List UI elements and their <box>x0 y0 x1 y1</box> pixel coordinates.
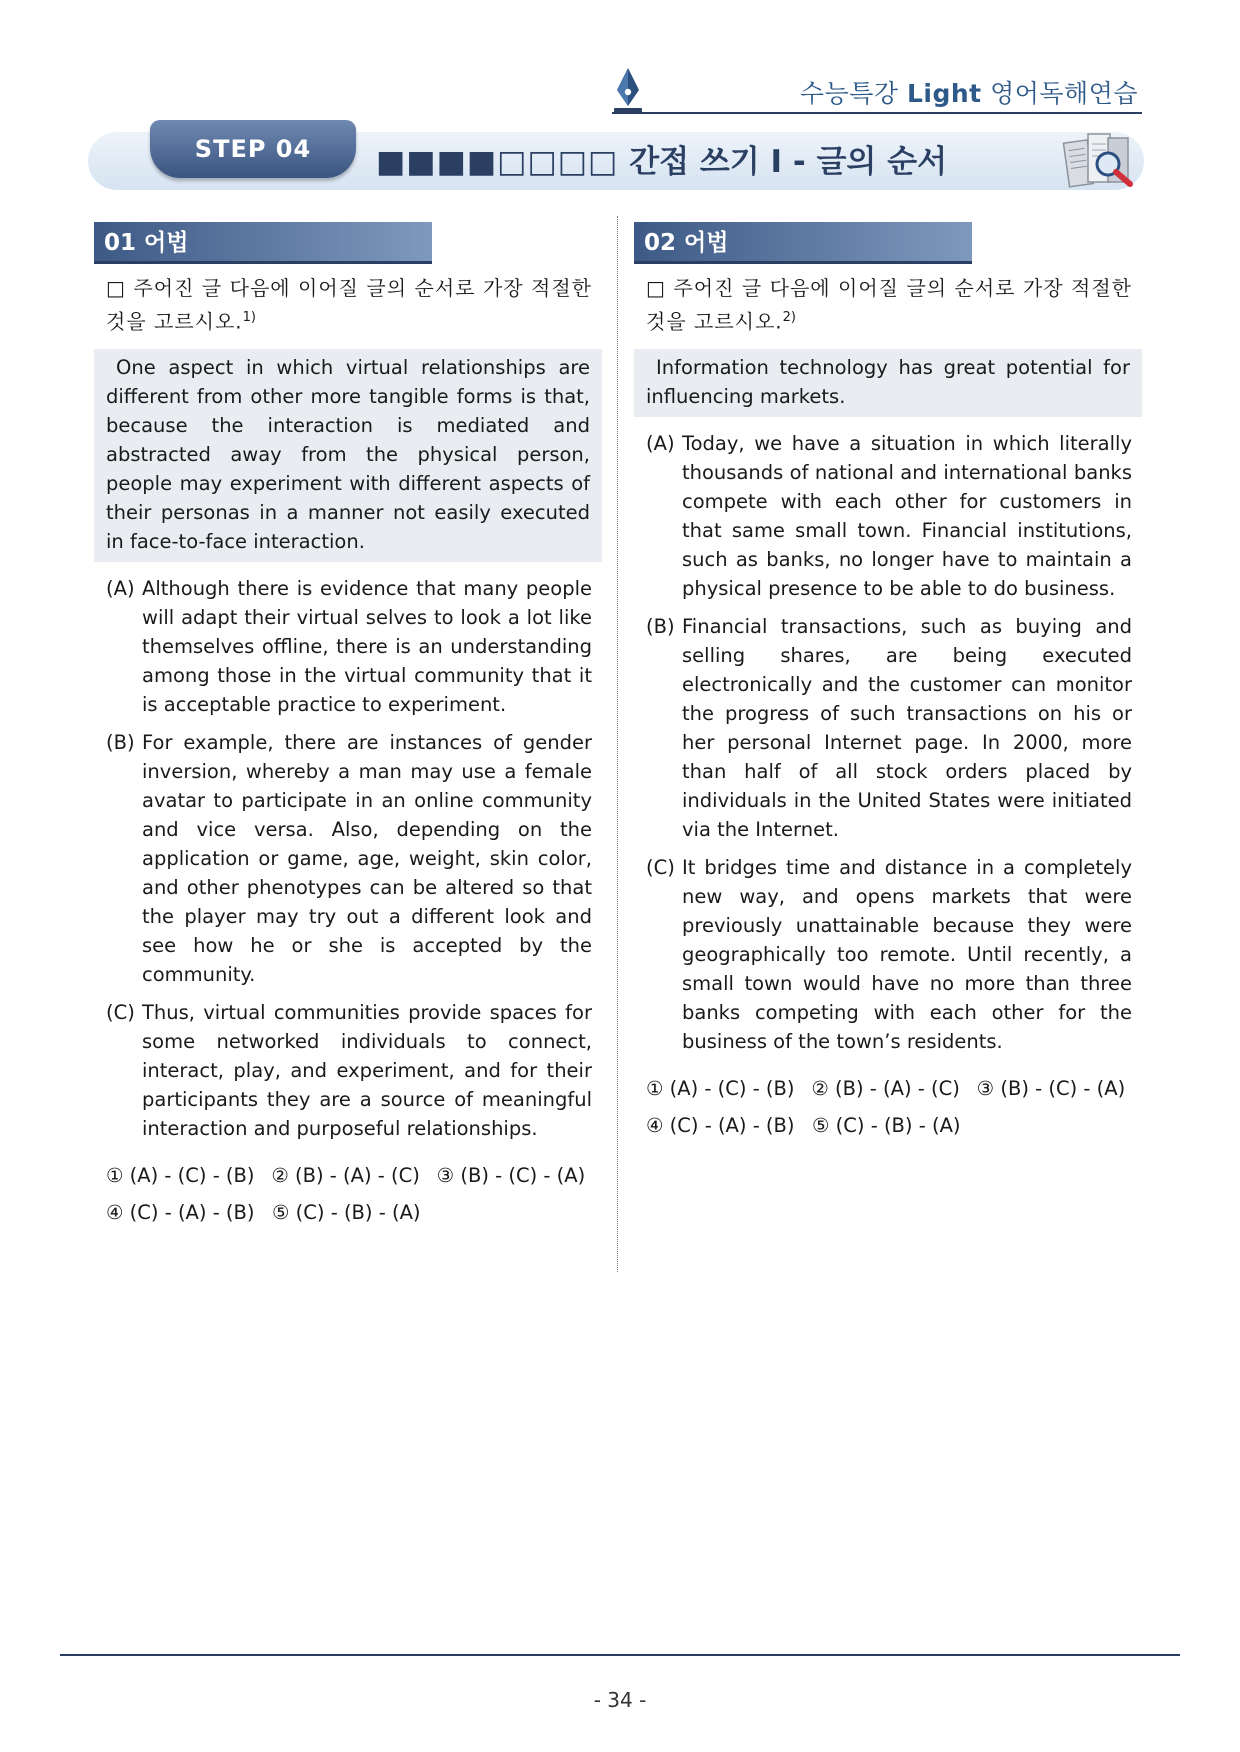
answer-choice-2[interactable]: ② (B) - (A) - (C) <box>271 1163 420 1187</box>
passage-item-a <box>634 429 1142 603</box>
series-title <box>760 74 1138 110</box>
footnote-marker: 1) <box>242 310 256 325</box>
answer-choices <box>634 1070 1142 1144</box>
item-text: Financial transactions, such as buying and selling shares, are being executed electronically and the customer can monitor the progress of such transactions on his or her personal Internet page. In 2000, more than half of all stock orders placed by individuals in the United States were initiated via the Internet. <box>682 614 1132 841</box>
passage-item-b <box>634 612 1142 844</box>
answer-choice-5[interactable]: ⑤ (C) - (B) - (A) <box>812 1113 961 1137</box>
question-02 <box>634 222 1142 1144</box>
item-label: (C) <box>106 1000 135 1024</box>
item-label: (A) <box>106 576 135 600</box>
answer-choice-3[interactable]: ③ (B) - (C) - (A) <box>436 1163 586 1187</box>
item-text: It bridges time and distance in a completely new way, and opens markets that were previously unattainable because they were geographically too remote. Until recently, a small town would have no more than three banks competing with each other for the business of the town’s residents. <box>682 855 1132 1053</box>
item-label: (B) <box>646 614 675 638</box>
instruction-text: □ 주어진 글 다음에 이어질 글의 순서로 가장 적절한 것을 고르시오. <box>646 276 1132 334</box>
series-title-prefix: 수능특강 <box>799 79 907 108</box>
series-title-light: Light <box>906 79 982 108</box>
footer-rule <box>60 1654 1180 1656</box>
answer-choice-1[interactable]: ① (A) - (C) - (B) <box>646 1076 795 1100</box>
page-number: - 34 - <box>593 1688 647 1712</box>
header-rule <box>612 112 1142 114</box>
footnote-marker: 2) <box>782 310 796 325</box>
column-divider <box>617 216 618 1272</box>
question-header: 01 어법 <box>94 222 432 264</box>
item-label: (C) <box>646 855 675 879</box>
given-passage: One aspect in which virtual relationships are different from other more tangible forms is that, because the interaction is mediated and abstracted away from the physical person, people may experiment with different aspects of their personas in a manner not easily executed in face-to-face interaction. <box>94 349 602 562</box>
answer-choice-5[interactable]: ⑤ (C) - (B) - (A) <box>272 1200 421 1224</box>
question-instruction <box>94 274 602 337</box>
item-text: For example, there are instances of gender inversion, whereby a man may use a female avatar to participate in an online community and vice versa. Also, depending on the application or game, age, weight, skin color, and other phenotypes can be altered so that the player may try out a different look and see how he or she is accepted by the community. <box>142 730 592 986</box>
instruction-text: □ 주어진 글 다음에 이어질 글의 순서로 가장 적절한 것을 고르시오. <box>106 276 592 334</box>
passage-item-b <box>94 728 602 989</box>
answer-choice-4[interactable]: ④ (C) - (A) - (B) <box>646 1113 795 1137</box>
step-tab: STEP 04 <box>150 120 356 178</box>
passage-item-c <box>634 853 1142 1056</box>
topic-title-boxes: ■■■■□□□□ <box>376 144 619 180</box>
topic-title <box>376 140 947 184</box>
question-instruction <box>634 274 1142 337</box>
item-text: Although there is evidence that many people will adapt their virtual selves to look a lot like themselves offline, there is an understanding among those in the virtual community that it is acceptable practice to experiment. <box>142 576 592 716</box>
pen-nib-logo-icon <box>612 66 644 116</box>
item-text: Thus, virtual communities provide spaces for some networked individuals to connect, interact, play, and experiment, and for their participants they are a source of meaningful interaction and purposeful relationships. <box>142 1000 592 1140</box>
item-label: (A) <box>646 431 675 455</box>
topic-title-text: 간접 쓰기 I - 글의 순서 <box>618 144 948 180</box>
books-magnifier-icon <box>1058 126 1142 190</box>
item-text: Today, we have a situation in which literally thousands of national and international banks compete with each other for customers in that same small town. Financial institutions, such as banks, no longer have to maintain a physical presence to be able to do business. <box>682 431 1132 600</box>
passage-items <box>634 429 1142 1056</box>
answer-choice-1[interactable]: ① (A) - (C) - (B) <box>106 1163 255 1187</box>
answer-choices <box>94 1157 602 1231</box>
answer-choice-2[interactable]: ② (B) - (A) - (C) <box>811 1076 960 1100</box>
series-title-suffix: 영어독해연습 <box>981 79 1138 108</box>
item-label: (B) <box>106 730 135 754</box>
answer-choice-3[interactable]: ③ (B) - (C) - (A) <box>976 1076 1126 1100</box>
given-passage: Information technology has great potential for influencing markets. <box>634 349 1142 417</box>
question-01 <box>94 222 602 1231</box>
question-header: 02 어법 <box>634 222 972 264</box>
passage-item-c <box>94 998 602 1143</box>
answer-choice-4[interactable]: ④ (C) - (A) - (B) <box>106 1200 255 1224</box>
passage-items <box>94 574 602 1143</box>
passage-item-a <box>94 574 602 719</box>
